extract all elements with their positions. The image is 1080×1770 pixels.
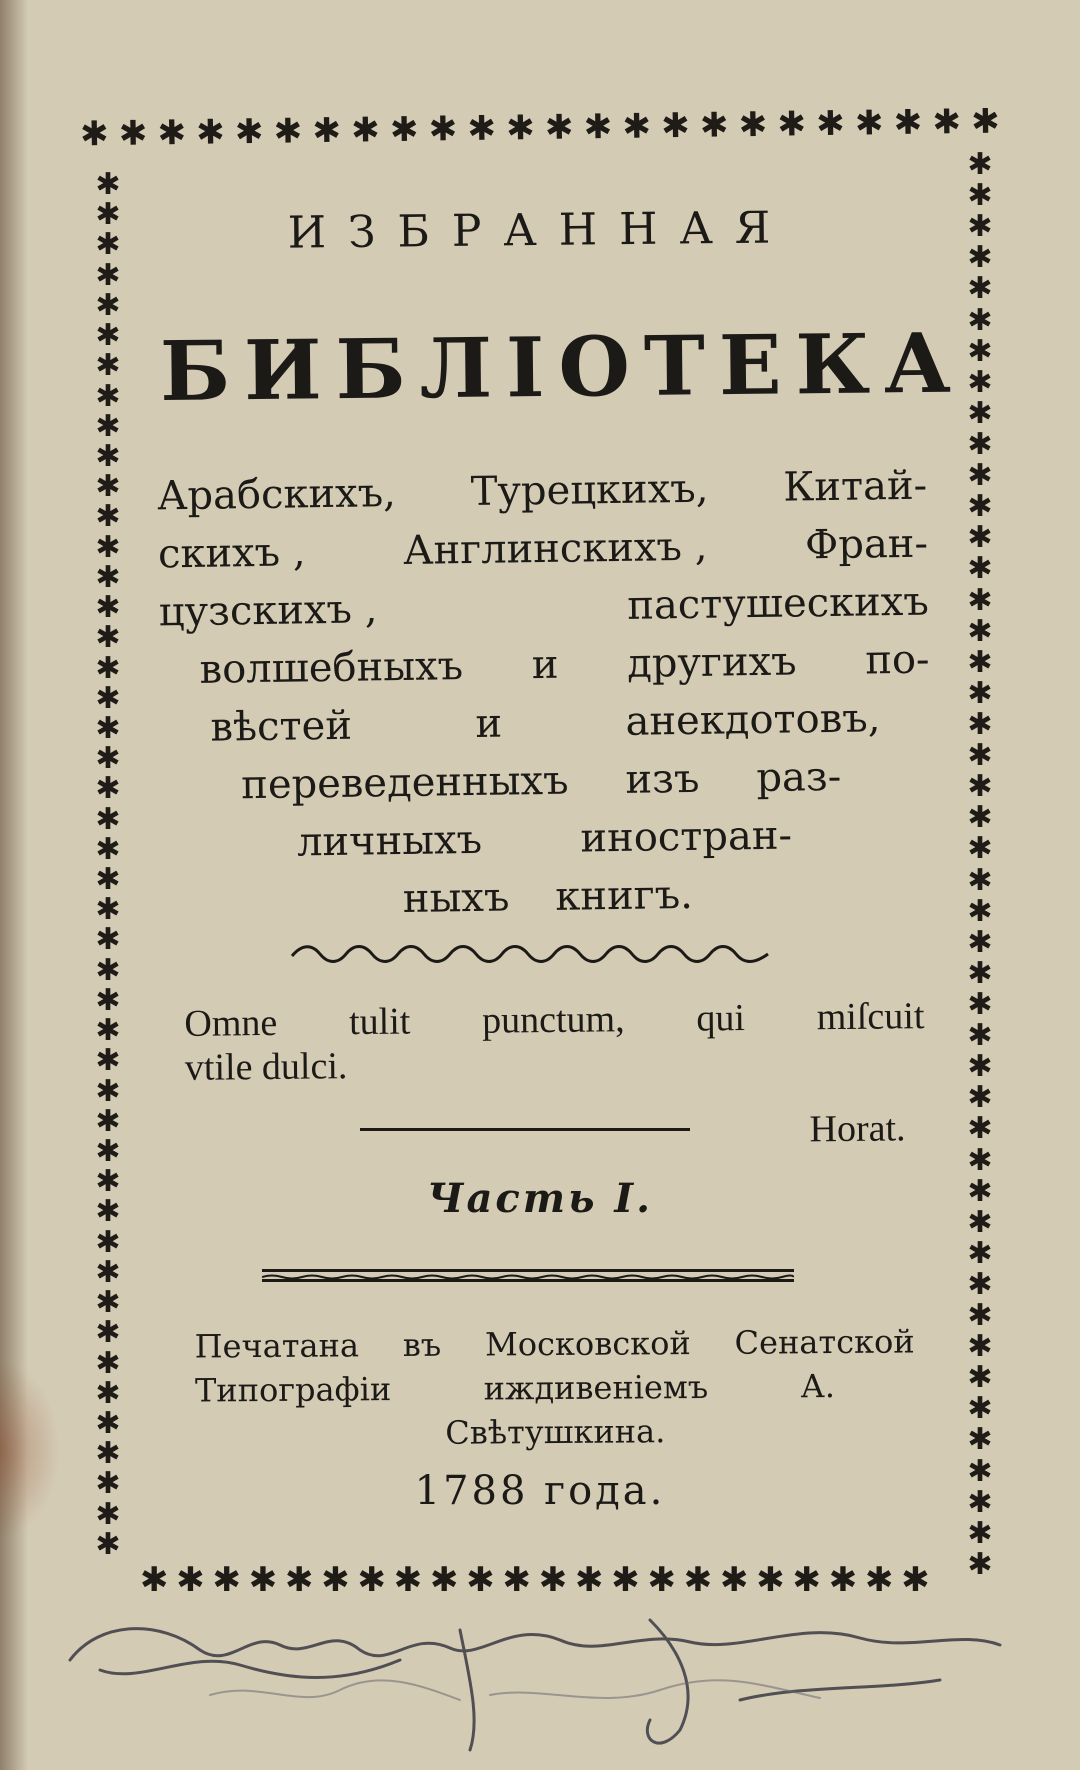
border-star-icon: ✱ [967, 333, 993, 369]
imprint-line: Типографіи иждивеніемъ А. [194, 1367, 836, 1410]
border-star-icon: ✱ [967, 675, 993, 711]
border-star-icon: ✱ [622, 106, 652, 147]
border-star-icon: ✱ [212, 1560, 241, 1600]
border-star-icon: ✱ [967, 738, 993, 774]
ornamental-border-left [88, 167, 128, 1562]
border-star-icon: ✱ [95, 1164, 121, 1200]
border-star-icon: ✱ [95, 438, 121, 474]
border-star-icon: ✱ [95, 197, 121, 233]
border-star-icon: ✱ [967, 458, 993, 494]
border-star-icon: ✱ [95, 529, 121, 565]
border-star-icon: ✱ [967, 1360, 993, 1396]
paper-stain [0, 1360, 60, 1540]
border-star-icon: ✱ [95, 650, 121, 686]
border-star-icon: ✱ [967, 1329, 993, 1365]
border-star-icon: ✱ [118, 113, 148, 154]
border-star-icon: ✱ [970, 101, 1000, 142]
description-line: ныхъ книгъ. [402, 871, 694, 923]
border-star-icon: ✱ [865, 1560, 894, 1600]
border-star-icon: ✱ [720, 1560, 749, 1600]
border-star-icon: ✱ [95, 831, 121, 867]
border-star-icon: ✱ [95, 257, 121, 293]
border-star-icon: ✱ [967, 1391, 993, 1427]
decorative-ornament-line [290, 940, 770, 968]
border-star-icon: ✱ [967, 1453, 993, 1489]
border-star-icon: ✱ [967, 364, 993, 400]
description-line: личныхъ иностран- [296, 812, 793, 866]
border-star-icon: ✱ [95, 1043, 121, 1079]
handwritten-signature [40, 1590, 1040, 1760]
border-star-icon: ✱ [95, 559, 121, 595]
border-star-icon: ✱ [273, 111, 303, 152]
epigraph-line: vtile dulci. [184, 1045, 348, 1089]
border-star-icon: ✱ [95, 348, 121, 384]
border-star-icon: ✱ [967, 271, 993, 307]
border-star-icon: ✱ [967, 706, 993, 742]
border-star-icon: ✱ [967, 426, 993, 462]
border-star-icon: ✱ [95, 1526, 121, 1562]
border-star-icon: ✱ [95, 1375, 121, 1411]
imprint [195, 1319, 916, 1456]
border-star-icon: ✱ [967, 1142, 993, 1178]
double-rule [262, 1268, 794, 1282]
border-star-icon: ✱ [95, 680, 121, 716]
border-star-icon: ✱ [389, 109, 419, 151]
border-star-icon: ✱ [828, 1560, 858, 1600]
border-star-icon: ✱ [95, 590, 121, 626]
title-line-2: БИБЛІОТЕКА [159, 315, 966, 420]
border-star-icon: ✱ [967, 1080, 993, 1116]
epigraph-line: Omne tulit punctum, qui miſcuit [184, 995, 925, 1045]
border-star-icon: ✱ [683, 1560, 713, 1600]
border-star-icon: ✱ [95, 1134, 121, 1169]
border-star-icon: ✱ [234, 111, 264, 153]
border-star-icon: ✱ [967, 147, 993, 182]
border-star-icon: ✱ [95, 1224, 121, 1260]
border-star-icon: ✱ [393, 1560, 423, 1600]
border-star-icon: ✱ [95, 1194, 121, 1230]
ornamental-border-right [960, 147, 1000, 1582]
border-star-icon: ✱ [777, 104, 807, 145]
border-star-icon: ✱ [79, 114, 109, 155]
publication-year: 1788 года. [414, 1468, 666, 1514]
border-star-icon: ✱ [660, 105, 691, 147]
border-star-icon: ✱ [95, 710, 121, 746]
border-star-icon: ✱ [95, 499, 121, 535]
border-star-icon: ✱ [932, 102, 962, 143]
border-star-icon: ✱ [967, 1546, 993, 1582]
border-star-icon: ✱ [95, 801, 121, 837]
border-star-icon: ✱ [967, 1204, 993, 1240]
description-line: переведенныхъ изъ раз- [240, 753, 842, 809]
border-star-icon: ✱ [699, 105, 729, 146]
border-star-icon: ✱ [967, 178, 993, 214]
border-star-icon: ✱ [95, 1345, 121, 1381]
border-star-icon: ✱ [854, 103, 884, 144]
border-star-icon: ✱ [815, 103, 845, 145]
border-star-icon: ✱ [967, 302, 993, 338]
border-star-icon: ✱ [505, 108, 536, 149]
border-star-icon: ✱ [95, 1285, 121, 1321]
latin-epigraph [184, 994, 926, 1158]
border-star-icon: ✱ [95, 469, 121, 505]
border-star-icon: ✱ [176, 1560, 205, 1600]
border-star-icon: ✱ [967, 582, 993, 618]
border-star-icon: ✱ [321, 1560, 350, 1600]
horizontal-rule [360, 1128, 690, 1131]
border-star-icon: ✱ [95, 1436, 121, 1472]
border-star-icon: ✱ [95, 408, 121, 444]
border-star-icon: ✱ [901, 1560, 930, 1600]
title-line-1: ИЗБРАННАЯ [287, 202, 793, 259]
border-star-icon: ✱ [157, 112, 187, 154]
border-star-icon: ✱ [967, 1018, 993, 1054]
border-star-icon: ✱ [967, 240, 993, 276]
border-star-icon: ✱ [95, 318, 121, 354]
border-star-icon: ✱ [967, 489, 993, 525]
border-star-icon: ✱ [95, 227, 121, 263]
border-star-icon: ✱ [967, 1484, 993, 1520]
border-star-icon: ✱ [248, 1560, 278, 1600]
border-star-icon: ✱ [967, 209, 993, 245]
border-star-icon: ✱ [430, 1560, 459, 1600]
ornamental-border-top [80, 102, 1000, 155]
border-star-icon: ✱ [967, 1049, 993, 1085]
border-star-icon: ✱ [967, 1266, 993, 1302]
border-star-icon: ✱ [967, 831, 993, 867]
border-star-icon: ✱ [967, 551, 993, 587]
border-star-icon: ✱ [95, 982, 121, 1018]
border-star-icon: ✱ [575, 1560, 604, 1600]
epigraph-author: Horat. [809, 1107, 906, 1151]
border-star-icon: ✱ [95, 741, 121, 777]
border-star-icon: ✱ [95, 1315, 121, 1351]
description-line: вѣстей и анекдотовъ, [210, 695, 881, 751]
border-star-icon: ✱ [95, 1013, 121, 1049]
border-star-icon: ✱ [502, 1560, 531, 1600]
border-star-icon: ✱ [738, 104, 768, 146]
description-line: Арабскихъ, Турецкихъ, Китай- [156, 462, 928, 520]
border-star-icon: ✱ [95, 1466, 121, 1502]
border-star-icon: ✱ [611, 1560, 640, 1600]
border-star-icon: ✱ [467, 108, 497, 150]
border-star-icon: ✱ [967, 893, 993, 929]
border-star-icon: ✱ [95, 1103, 121, 1139]
border-star-icon: ✱ [285, 1560, 314, 1600]
border-star-icon: ✱ [95, 378, 121, 414]
description-line: волшебныхъ и другихъ по- [199, 636, 930, 693]
description-text [157, 457, 933, 932]
border-star-icon: ✱ [967, 1173, 993, 1209]
border-star-icon: ✱ [95, 771, 121, 807]
imprint-line: Свѣтушкина. [445, 1412, 666, 1452]
part-number: Часть I. [426, 1175, 654, 1222]
border-star-icon: ✱ [756, 1560, 785, 1600]
border-star-icon: ✱ [95, 287, 121, 323]
border-star-icon: ✱ [967, 1111, 993, 1147]
border-star-icon: ✱ [583, 106, 613, 148]
border-star-icon: ✱ [893, 102, 923, 144]
border-star-icon: ✱ [95, 620, 121, 656]
border-star-icon: ✱ [967, 862, 993, 898]
border-star-icon: ✱ [95, 892, 121, 928]
border-star-icon: ✱ [95, 862, 121, 898]
border-star-icon: ✱ [95, 1496, 121, 1532]
border-star-icon: ✱ [967, 395, 993, 431]
border-star-icon: ✱ [967, 800, 993, 836]
border-star-icon: ✱ [140, 1560, 169, 1600]
border-star-icon: ✱ [350, 110, 381, 151]
border-star-icon: ✱ [967, 924, 993, 960]
border-star-icon: ✱ [95, 922, 121, 958]
border-star-icon: ✱ [967, 520, 993, 556]
border-star-icon: ✱ [544, 107, 574, 148]
border-star-icon: ✱ [95, 1405, 121, 1441]
border-star-icon: ✱ [967, 986, 993, 1022]
border-star-icon: ✱ [967, 613, 993, 649]
border-star-icon: ✱ [647, 1560, 676, 1600]
border-star-icon: ✱ [312, 110, 342, 152]
border-star-icon: ✱ [967, 1298, 993, 1334]
border-star-icon: ✱ [967, 769, 993, 805]
border-star-icon: ✱ [196, 112, 226, 153]
border-star-icon: ✱ [792, 1560, 821, 1600]
border-star-icon: ✱ [967, 644, 993, 680]
border-star-icon: ✱ [967, 955, 993, 991]
border-star-icon: ✱ [967, 1515, 993, 1551]
border-star-icon: ✱ [967, 1235, 993, 1271]
border-star-icon: ✱ [967, 1422, 993, 1458]
border-star-icon: ✱ [357, 1560, 386, 1600]
imprint-line: Печатана въ Московской Сенатской [194, 1322, 915, 1366]
border-star-icon: ✱ [95, 952, 121, 988]
border-star-icon: ✱ [95, 1254, 121, 1290]
border-star-icon: ✱ [538, 1560, 568, 1600]
border-star-icon: ✱ [466, 1560, 495, 1600]
border-star-icon: ✱ [428, 109, 458, 150]
description-line: скихъ , Англинскихъ , Фран- [157, 520, 929, 578]
description-line: цузскихъ , пастушескихъ [158, 578, 930, 636]
border-star-icon: ✱ [95, 1073, 121, 1109]
border-star-icon: ✱ [95, 167, 121, 202]
